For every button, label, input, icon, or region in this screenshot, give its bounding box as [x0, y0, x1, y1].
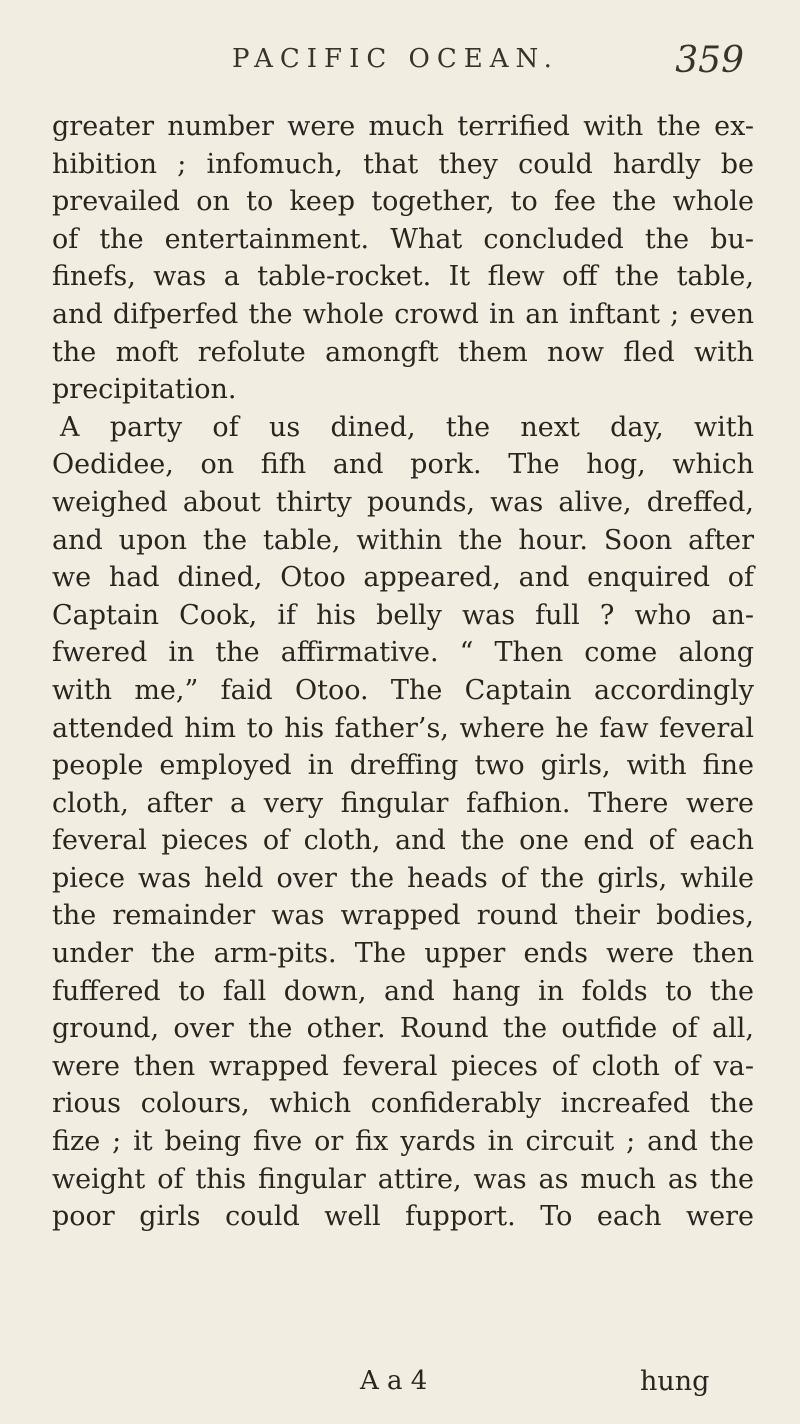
text-line: fuffered to fall down, and hang in folds to the: [52, 975, 754, 1007]
text-line: Oedidee, on fifh and pork. The hog, which: [52, 449, 754, 481]
page-number: 359: [675, 40, 744, 81]
text-line: rious colours, which confiderably increafed the: [52, 1088, 754, 1120]
text-line: under the arm-pits. The upper ends were then: [52, 938, 754, 970]
text-line: finefs, was a table-rocket. It flew off the table,: [52, 261, 754, 293]
text-line: fwered in the affirmative. “ Then come along: [52, 637, 754, 669]
paragraph-start-line: A party of us dined, the next day, with: [60, 411, 754, 443]
page-footer: [0, 1366, 800, 1402]
text-line: and difperfed the whole crowd in an inftant ; even: [52, 298, 754, 330]
running-head-title: PACIFIC OCEAN.: [232, 44, 559, 74]
text-line: piece was held over the heads of the girls, while: [52, 862, 754, 894]
catchword: hung: [640, 1366, 710, 1397]
text-line: prevailed on to keep together, to fee the whole: [52, 186, 754, 218]
body-text: [52, 108, 754, 1236]
text-line: were then wrapped feveral pieces of cloth of va-: [52, 1050, 754, 1082]
text-line: people employed in dreffing two girls, with fine: [52, 750, 754, 782]
text-line: ground, over the other. Round the outfide of all,: [52, 1013, 754, 1045]
text-line: with me,” faid Otoo. The Captain accordingly: [52, 674, 754, 706]
text-line: the moft refolute amongft them now fled with: [52, 336, 754, 368]
text-line: poor girls could well fupport. To each were: [52, 1201, 754, 1233]
text-line: feveral pieces of cloth, and the one end of each: [52, 825, 754, 857]
text-line: the remainder was wrapped round their bodies,: [52, 900, 754, 932]
text-line: hibition ; infomuch, that they could hardly be: [52, 148, 754, 180]
text-line: fize ; it being five or fix yards in circuit ; and the: [52, 1126, 754, 1158]
running-head: [0, 40, 800, 84]
text-line: of the entertainment. What concluded the bu-: [52, 223, 754, 255]
text-line: Captain Cook, if his belly was full ? who an-: [52, 599, 754, 631]
text-line: weight of this fingular attire, was as much as the: [52, 1163, 754, 1195]
text-line: and upon the table, within the hour. Soon after: [52, 524, 754, 556]
text-line: precipitation.: [52, 374, 237, 406]
text-line: greater number were much terrified with the ex-: [52, 111, 754, 142]
signature-mark: A a 4: [360, 1366, 428, 1396]
text-line: weighed about thirty pounds, was alive, dreffed,: [52, 486, 754, 518]
text-line: attended him to his father’s, where he faw feveral: [52, 712, 754, 744]
text-line: cloth, after a very fingular fafhion. There were: [52, 787, 754, 819]
text-line: we had dined, Otoo appeared, and enquired of: [52, 562, 754, 594]
